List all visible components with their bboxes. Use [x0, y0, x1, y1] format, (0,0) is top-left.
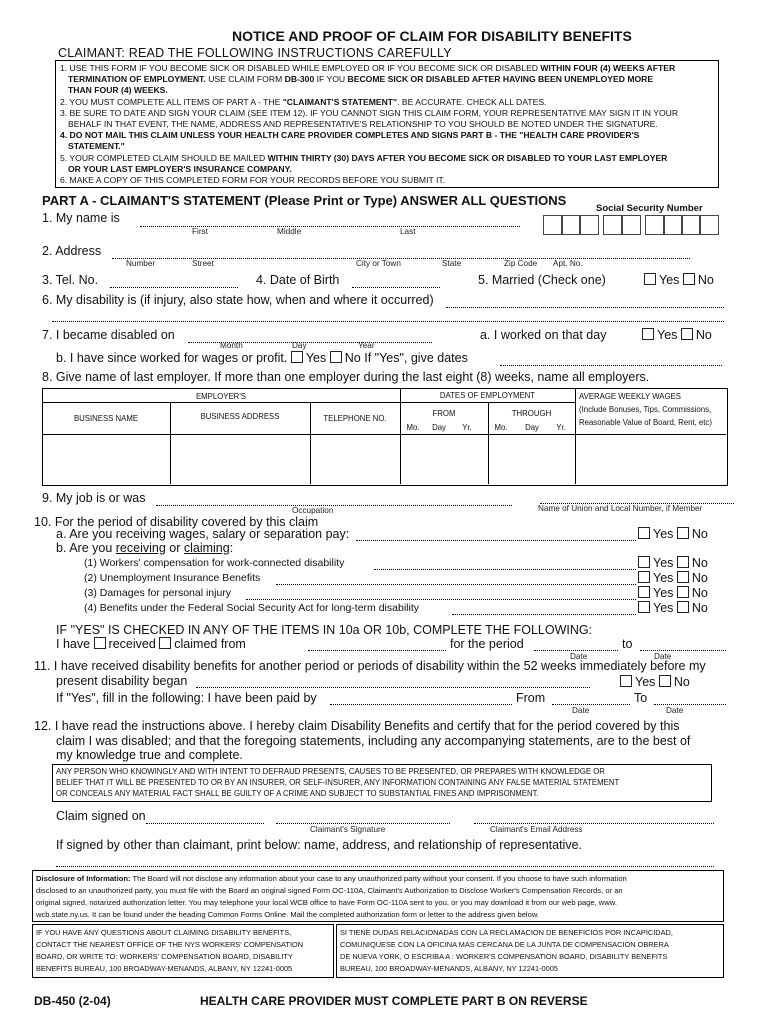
q7a-options: Yes No — [642, 328, 712, 342]
instruction-line-3: THAN FOUR (4) WEEKS. — [68, 85, 168, 95]
through-yr-header: Yr. — [556, 423, 566, 432]
email-label: Claimant's Email Address — [490, 825, 583, 834]
tel-field[interactable] — [110, 286, 238, 288]
q12-line-2: claim I was disabled; and that the foregoing statements, including any accompanying statements, are to the best of — [56, 734, 691, 748]
q8-label: 8. Give name of last employer. If more than one employer during the last eight (8) weeks, name all employers. — [42, 370, 650, 384]
ssn-box-9[interactable] — [699, 215, 719, 235]
form-title: NOTICE AND PROOF OF CLAIM FOR DISABILITY BENEFITS — [232, 28, 632, 44]
disclosure-line-3: original signed, notarized authorization letter. You may telephone your local WCB office to have Form OC-110A sent to you, or you may download it from our web page, www. — [36, 898, 617, 907]
q10b-item-4: (4) Benefits under the Federal Social Security Act for long-term disability — [84, 602, 419, 614]
signed-date-field[interactable] — [146, 822, 264, 824]
period-to-field[interactable] — [640, 649, 726, 651]
q11-to-field[interactable] — [654, 703, 726, 705]
received-checkbox[interactable] — [94, 637, 106, 649]
q1-label: 1. My name is — [42, 211, 120, 225]
instruction-line-4: 2. YOU MUST COMPLETE ALL ITEMS OF PART A - THE "CLAIMANT'S STATEMENT". BE ACCURATE. CHECK ALL DATES. — [60, 97, 547, 107]
disclosure-line-2: disclosed to an unauthorized party, you must file with the Board an original signed Form OC-110A, Claimant's Authorization to Disclose Worker's Compensation Records, or an — [36, 886, 623, 895]
q10a-label: a. Are you receiving wages, salary or separation pay: — [56, 527, 350, 541]
i-have-line: I have received claimed from — [56, 637, 246, 651]
q11-to-date-label: Date — [666, 706, 684, 715]
zip-label: Zip Code — [504, 259, 538, 268]
disclosure-line-4: wcb.state.ny.us. It can be found under the heading Common Forms Online. Mail the completed authorization form or letter to the address given below. — [36, 910, 540, 919]
part-a-heading: PART A - CLAIMANT'S STATEMENT (Please Print or Type) ANSWER ALL QUESTIONS — [42, 193, 567, 208]
signature-label: Claimant's Signature — [310, 825, 386, 834]
ssn-box-7[interactable] — [663, 215, 683, 235]
q11-no-checkbox[interactable] — [659, 675, 671, 687]
since-worked-yes-checkbox[interactable] — [291, 351, 303, 363]
instruction-line-5: 3. BE SURE TO DATE AND SIGN YOUR CLAIM (SEE ITEM 12). IF YOU CANNOT SIGN THIS CLAIM FORM, YOUR REPRESENTATIVE MAY SIGN IT IN YOUR — [60, 108, 679, 118]
from-mo-header: Mo. — [406, 423, 420, 432]
q10b2-options: Yes No — [638, 571, 708, 585]
q10b-item-3: (3) Damages for personal injury — [84, 587, 232, 599]
union-label: Name of Union and Local Number, if Member — [538, 504, 703, 513]
signature-field[interactable] — [276, 822, 450, 824]
business-name-header: BUSINESS NAME — [73, 414, 139, 423]
q10b-item-2: (2) Unemployment Insurance Benefits — [84, 572, 261, 584]
q11-from-field[interactable] — [552, 703, 630, 705]
disclosure-line-1: Disclosure of Information: The Board will not disclose any information about your case to any unauthorized party without your consent. If you choose to have such information — [36, 874, 627, 883]
number-label: Number — [126, 259, 156, 268]
q12-line-1: 12. I have read the instructions above. I hereby claim Disability Benefits and certify that for the period covered by this — [34, 719, 680, 733]
last-label: Last — [400, 227, 416, 236]
through-mo-header: Mo. — [494, 423, 508, 432]
ssn-box-2[interactable] — [561, 215, 581, 235]
contact-es-2: COMUNIQUESE CON LA OFICINA MAS CERCANA DE LA JUNTA DE COMPENSACION OBRERA — [340, 940, 669, 949]
worked-no-checkbox[interactable] — [681, 328, 693, 340]
q7b-label: b. I have since worked for wages or profit. Yes No If "Yes", give dates — [56, 351, 468, 365]
q3-label: 3. Tel. No. — [42, 273, 99, 287]
q11-yes-checkbox[interactable] — [620, 675, 632, 687]
q10b2-no-checkbox[interactable] — [677, 571, 689, 583]
ssn-box-3[interactable] — [579, 215, 599, 235]
disability-field-2[interactable] — [52, 320, 724, 322]
email-field[interactable] — [474, 822, 714, 824]
q11-line-1: 11. I have received disability benefits for another period or periods of disability within the 52 weeks immediately before my — [34, 659, 706, 673]
contact-en-2: CONTACT THE NEAREST OFFICE OF THE NYS WORKERS' COMPENSATION — [36, 940, 304, 949]
q10b1-options: Yes No — [638, 556, 708, 570]
employers-header: EMPLOYER'S — [195, 392, 247, 401]
fraud-line-3: OR CONCEALS ANY MATERIAL FACT SHALL BE GUILTY OF A CRIME AND SUBJECT TO SUBSTANTIAL FINES AND IMPRISONMENT. — [56, 789, 539, 798]
street-label: Street — [192, 259, 214, 268]
contact-en-4: BENEFITS BUREAU, 100 BROADWAY-MENANDS, ALBANY, NY 12241-0005 — [36, 964, 293, 973]
q10b1-yes-checkbox[interactable] — [638, 556, 650, 568]
avg-wages-header-1: AVERAGE WEEKLY WAGES — [579, 392, 681, 401]
q11-from-date-label: Date — [572, 706, 590, 715]
ssn-box-1[interactable] — [543, 215, 563, 235]
claimed-checkbox[interactable] — [159, 637, 171, 649]
instructions-heading: CLAIMANT: READ THE FOLLOWING INSTRUCTIONS CAREFULLY — [58, 46, 452, 60]
instruction-line-6: BEHALF IN THAT EVENT, THE NAME, ADDRESS AND REPRESENTATIVE'S RELATIONSHIP TO YOU SHOULD BE NOTED UNDER THE SIGNATURE. — [68, 119, 658, 129]
married-yes-checkbox[interactable] — [644, 273, 656, 285]
first-label: First — [192, 227, 208, 236]
instruction-line-1: 1. USE THIS FORM IF YOU BECOME SICK OR DISABLED WHILE EMPLOYED OR IF YOU BECOME SICK OR DISABLED WITHIN FOUR (4) WEEKS AFTER — [60, 63, 676, 73]
q10b3-options: Yes No — [638, 586, 708, 600]
form-id: DB-450 (2-04) — [34, 994, 111, 1008]
contact-en-3: BOARD, OR WRITE TO: WORKERS' COMPENSATION BOARD, DISABILITY — [36, 952, 293, 961]
q10a-yes-checkbox[interactable] — [638, 527, 650, 539]
for-the-period-label: for the period — [450, 637, 524, 651]
dob-field[interactable] — [352, 286, 440, 288]
instruction-line-11: 6. MAKE A COPY OF THIS COMPLETED FORM FOR YOUR RECORDS BEFORE YOU SUBMIT IT. — [60, 175, 446, 185]
instruction-line-7: 4. DO NOT MAIL THIS CLAIM UNLESS YOUR HEALTH CARE PROVIDER COMPLETES AND SIGNS PART B - THE "HEALTH CARE PROVIDER'S — [60, 130, 640, 140]
q10-label: 10. For the period of disability covered by this claim — [34, 515, 319, 529]
q10b-item-1: (1) Workers' compensation for work-connected disability — [84, 557, 345, 569]
ssn-box-4[interactable] — [603, 215, 623, 235]
q12-line-3: my knowledge true and complete. — [56, 748, 243, 762]
since-worked-no-checkbox[interactable] — [330, 351, 342, 363]
since-worked-dates-field[interactable] — [500, 364, 722, 366]
fraud-line-1: ANY PERSON WHO KNOWINGLY AND WITH INTENT TO DEFRAUD PRESENTS, CAUSES TO BE PRESENTED, OR PREPARES WITH KNOWLEDGE OR — [56, 767, 605, 776]
q2-label: 2. Address — [42, 244, 102, 258]
instruction-line-8: STATEMENT." — [68, 141, 125, 151]
apt-label: Apt. No. — [553, 259, 583, 268]
avg-wages-header-2: (Include Bonuses, Tips, Commissions, — [579, 405, 712, 414]
claimed-from-field[interactable] — [308, 649, 446, 651]
q11-to-label: To — [634, 691, 648, 705]
disability-field-1[interactable] — [446, 306, 724, 308]
day-label: Day — [292, 341, 307, 350]
ssn-label: Social Security Number — [596, 203, 703, 214]
through-day-header: Day — [525, 423, 539, 432]
q11-line-2: present disability began — [56, 674, 188, 688]
q10b4-options: Yes No — [638, 601, 708, 615]
footer-notice: HEALTH CARE PROVIDER MUST COMPLETE PART B ON REVERSE — [200, 994, 588, 1008]
instruction-line-10: OR YOUR LAST EMPLOYER'S INSURANCE COMPANY. — [68, 164, 292, 174]
from-header: FROM — [432, 409, 456, 418]
period-from-field[interactable] — [534, 649, 618, 651]
from-day-header: Day — [432, 423, 446, 432]
business-address-header: BUSINESS ADDRESS — [200, 412, 280, 421]
married-no-checkbox[interactable] — [683, 273, 695, 285]
q10b4-no-checkbox[interactable] — [677, 601, 689, 613]
q6-label: 6. My disability is (if injury, also state how, when and where it occurred) — [42, 293, 434, 307]
year-label: Year — [358, 341, 375, 350]
ssn-box-5[interactable] — [621, 215, 641, 235]
q10b4-yes-checkbox[interactable] — [638, 601, 650, 613]
dates-header: DATES OF EMPLOYMENT — [439, 391, 536, 400]
state-label: State — [442, 259, 462, 268]
q10b3-no-checkbox[interactable] — [677, 586, 689, 598]
ssn-box-8[interactable] — [681, 215, 701, 235]
contact-es-1: SI TIENE DUDAS RELACIONADAS CON LA RECLAMACION DE BENEFICIOS POR INCAPICIDAD, — [340, 928, 673, 937]
claim-signed-label: Claim signed on — [56, 809, 146, 823]
q10b2-yes-checkbox[interactable] — [638, 571, 650, 583]
period-from-date-label: Date — [570, 652, 588, 661]
avg-wages-header-3: Reasonable Value of Board, Rent, etc) — [579, 418, 712, 427]
q11-line-3: If "Yes", fill in the following: I have been paid by — [56, 691, 317, 705]
through-header: THROUGH — [511, 409, 552, 418]
contact-es-4: BUREAU, 100 BROADWAY-MENANDS, ALBANY, NY 12241-0005 — [340, 964, 558, 973]
other-signer-label: If signed by other than claimant, print below: name, address, and relationship of representative. — [56, 838, 582, 852]
from-yr-header: Yr. — [462, 423, 472, 432]
period-to-date-label: Date — [654, 652, 672, 661]
q11-options: Yes No — [620, 675, 690, 689]
if-yes-heading: IF "YES" IS CHECKED IN ANY OF THE ITEMS IN 10a OR 10b, COMPLETE THE FOLLOWING: — [56, 623, 593, 637]
q7-label: 7. I became disabled on — [42, 328, 175, 342]
contact-es-3: DE NUEVA YORK, O ESCRIBA A : WORKER'S COMPENSATION BOARD, DISABILITY BENEFITS — [340, 952, 668, 961]
q10b1-no-checkbox[interactable] — [677, 556, 689, 568]
ssn-box-6[interactable] — [645, 215, 665, 235]
fraud-line-2: BELIEF THAT IT WILL BE PRESENTED TO OR BY AN INSURER, OR SELF-INSURER, ANY INFORMATION CONTAINING ANY FALSE MATERIAL STATEMENT — [56, 778, 620, 787]
city-label: City or Town — [356, 259, 401, 268]
q9-label: 9. My job is or was — [42, 491, 146, 505]
q10b3-yes-checkbox[interactable] — [638, 586, 650, 598]
paid-by-field[interactable] — [330, 703, 512, 705]
q10a-no-checkbox[interactable] — [677, 527, 689, 539]
instruction-line-9: 5. YOUR COMPLETED CLAIM SHOULD BE MAILED WITHIN THIRTY (30) DAYS AFTER YOU BECOME SICK OR DISABLED TO YOUR LAST EMPLOYER — [60, 153, 668, 163]
worked-yes-checkbox[interactable] — [642, 328, 654, 340]
married-options: Yes No — [644, 273, 714, 287]
q11-from-label: From — [516, 691, 546, 705]
instruction-line-2: TERMINATION OF EMPLOYMENT. USE CLAIM FORM DB-300 IF YOU BECOME SICK OR DISABLED AFTER HAVING BEEN UNEMPLOYED MORE — [68, 74, 654, 84]
q10b-label: b. Are you receiving or claiming: — [56, 541, 234, 555]
telephone-header: TELEPHONE NO. — [323, 414, 387, 423]
occupation-label: Occupation — [292, 506, 334, 515]
representative-field[interactable] — [56, 865, 714, 867]
q7a-label: a. I worked on that day — [480, 328, 607, 342]
month-label: Month — [220, 341, 243, 350]
q5-label: 5. Married (Check one) — [478, 273, 606, 287]
middle-label: Middle — [277, 227, 302, 236]
job-field[interactable] — [156, 504, 512, 506]
contact-en-1: IF YOU HAVE ANY QUESTIONS ABOUT CLAIMING DISABILITY BENEFITS, — [36, 928, 292, 937]
q10a-options: Yes No — [638, 527, 708, 541]
q4-label: 4. Date of Birth — [256, 273, 340, 287]
period-to-label: to — [622, 637, 633, 651]
